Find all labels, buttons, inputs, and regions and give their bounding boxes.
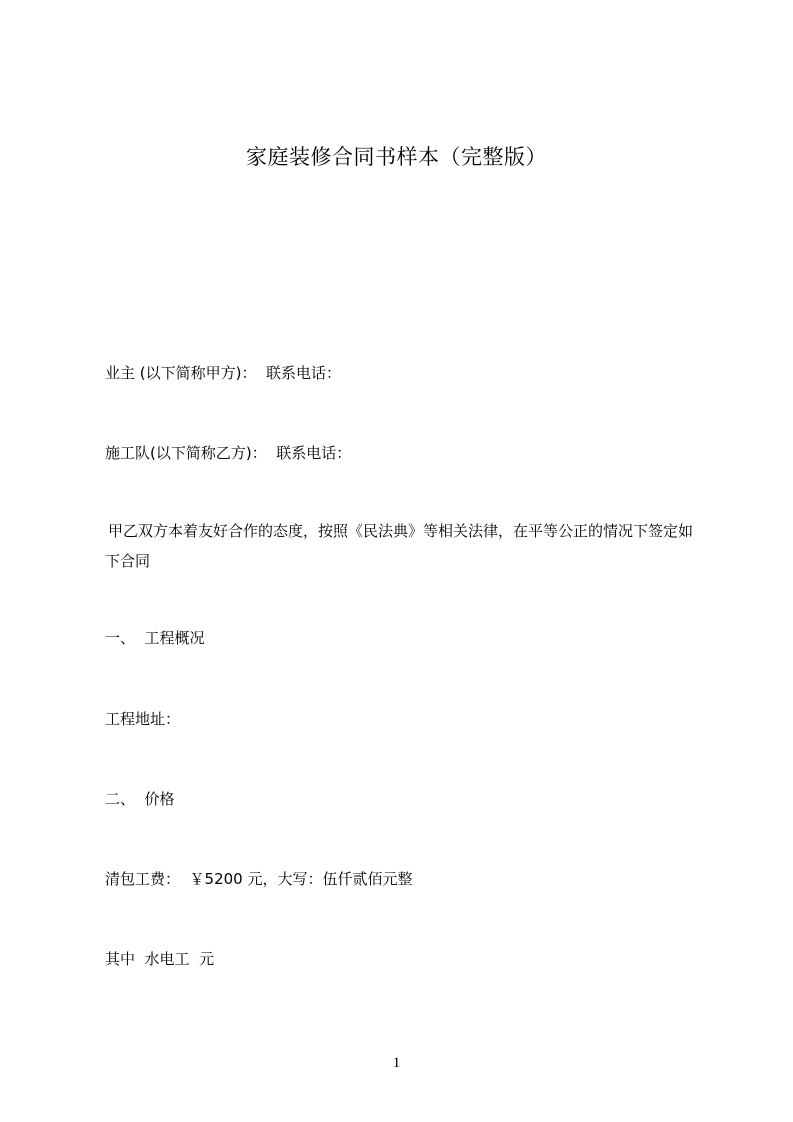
labor-fee-line: 清包工费： ￥5200 元，大写：伍仟贰佰元整 (105, 870, 413, 888)
section-heading-price: 二、 价格 (105, 790, 175, 808)
contractor-line: 施工队(以下简称乙方)： 联系电话： (105, 444, 352, 462)
section-heading-project-overview: 一、 工程概况 (105, 629, 205, 647)
project-address-line: 工程地址： (105, 710, 181, 728)
owner-line: 业主 (以下简称甲方)： 联系电话： (105, 364, 342, 382)
page-number: 1 (392, 1055, 401, 1071)
fee-breakdown-line: 其中 水电工 元 (105, 950, 215, 968)
document-title: 家庭装修合同书样本（完整版） (246, 145, 547, 169)
intro-paragraph: 甲乙双方本着友好合作的态度，按照《民法典》等相关法律，在平等公正的情况下签定如下合同 (105, 522, 694, 570)
